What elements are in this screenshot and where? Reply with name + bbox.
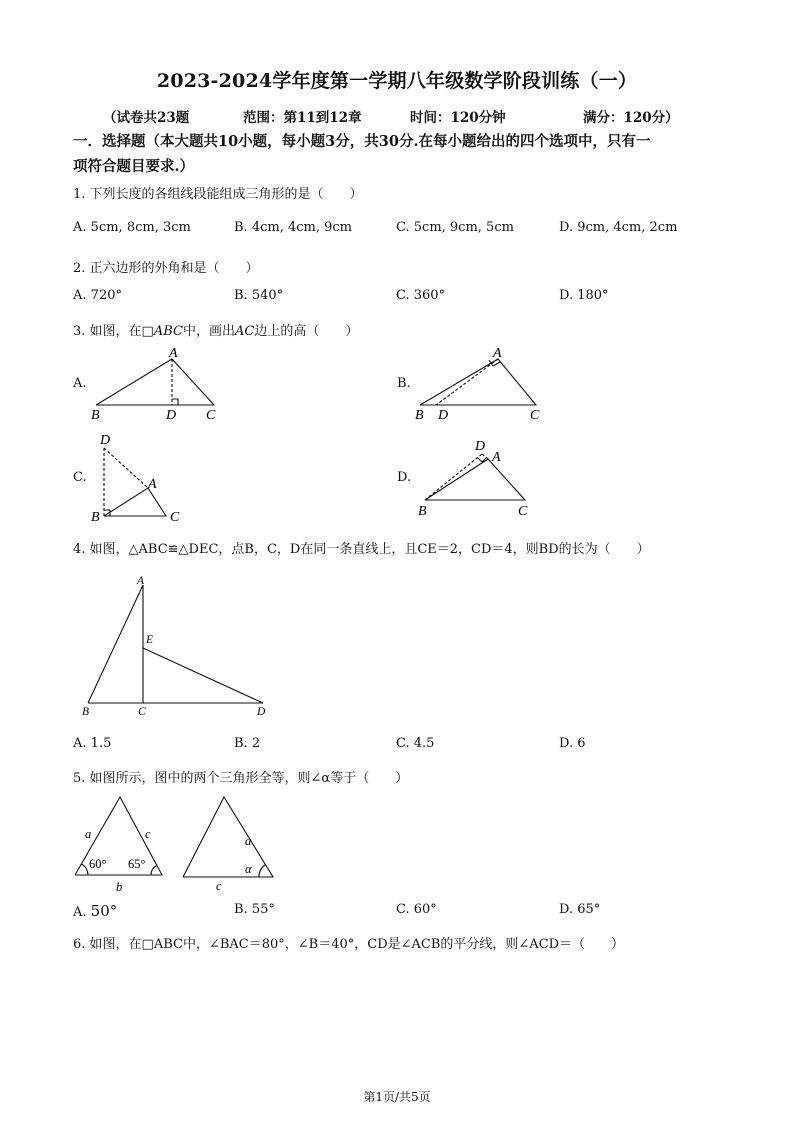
q3a-label-a: A [169, 346, 178, 361]
meta-count: （试卷共23题 [103, 110, 190, 126]
q4-option-a-letter: A. [73, 736, 87, 751]
q5-option-a-text: 50° [90, 902, 118, 920]
q3-option-a-letter: A. [73, 376, 87, 391]
q3b-label-b: B [415, 408, 424, 423]
q1-option-a-letter: A. [73, 220, 87, 235]
q2-option-b [234, 288, 283, 303]
q5-option-a [73, 902, 117, 920]
section-heading-line1: 一．选择题（本大题共10小题，每小题3分，共30分.在每小题给出的四个选项中，只有一 [73, 133, 651, 150]
q2-option-d-letter: D. [559, 288, 574, 303]
meta-time: 时间：120分钟 [410, 110, 506, 126]
q4-option-b [234, 736, 260, 751]
q5-option-c-text: 60° [413, 902, 437, 917]
q2-option-a-text: 720° [90, 288, 122, 303]
q3a-label-d: D [166, 408, 177, 423]
q5-label-a-left: a [85, 827, 92, 841]
q3-option-c-letter: C. [73, 470, 87, 485]
q3c-label-c: C [170, 510, 180, 525]
q3a-label-c: C [206, 408, 216, 423]
q5-label-c-right: c [216, 879, 222, 893]
q1-option-a-text: 5cm, 8cm, 3cm [90, 220, 191, 235]
q1-option-b [234, 220, 352, 235]
question-4-stem: 4. 如图，△ABC≌△DEC，点B，C，D在同一条直线上，且CE＝2，CD＝4，则BD的长为（ ） [73, 542, 650, 557]
q5-label-65: 65° [128, 857, 146, 871]
q5-figure [70, 792, 280, 896]
q3d-label-a: A [492, 450, 501, 465]
meta-range: 范围：第11到12章 [243, 110, 362, 126]
meta-score: 满分：120分） [583, 110, 679, 126]
q3-option-a-figure [88, 343, 228, 423]
q4-label-c: C [138, 706, 146, 718]
q5-label-60: 60° [89, 857, 107, 871]
q4-option-c [396, 736, 434, 751]
q5-option-d-letter: D. [559, 902, 574, 917]
q3-option-b-figure [412, 343, 552, 423]
q5-option-a-letter: A. [73, 905, 87, 920]
q2-option-b-text: 540° [251, 288, 284, 303]
q1-option-d-text: 9cm, 4cm, 2cm [577, 220, 678, 235]
q1-option-c [396, 220, 514, 235]
question-6-stem: 6. 如图，在□ABC中，∠BAC＝80°，∠B＝40°，CD是∠ACB的平分线，则∠ACD＝（ ） [73, 937, 625, 952]
q2-option-c-text: 360° [413, 288, 446, 303]
q5-label-b: b [116, 880, 123, 894]
page-footer: 第1页/共5页 [363, 1090, 431, 1104]
q3-stem-mid: 中，画出 [182, 324, 235, 339]
q2-option-a [73, 288, 122, 303]
q3-stem-ac: AC [235, 324, 255, 339]
q4-option-c-text: 4.5 [413, 736, 435, 751]
q1-option-a [73, 220, 191, 235]
q2-option-a-letter: A. [73, 288, 87, 303]
q2-option-c-letter: C. [396, 288, 410, 303]
q3-option-d-letter: D. [397, 470, 412, 485]
q4-option-d-text: 6 [577, 736, 586, 751]
q4-option-a-text: 1.5 [90, 736, 112, 751]
q3-option-b-letter: B. [397, 376, 411, 391]
q5-option-c [396, 902, 437, 917]
q5-option-b-text: 55° [251, 902, 275, 917]
q5-label-a-right: a [245, 834, 252, 848]
q3-stem-pre: 3. 如图，在 [73, 324, 142, 339]
question-1-stem: 1. 下列长度的各组线段能组成三角形的是（ ） [73, 187, 363, 202]
q3b-label-a: A [493, 346, 502, 361]
q3c-label-d: D [100, 433, 111, 448]
question-2-stem: 2. 正六边形的外角和是（ ） [73, 261, 259, 276]
q5-option-d [559, 902, 600, 917]
q3b-label-c: C [530, 408, 540, 423]
q4-option-b-letter: B. [234, 736, 248, 751]
q4-option-c-letter: C. [396, 736, 410, 751]
q3c-label-a: A [148, 477, 157, 492]
q5-option-c-letter: C. [396, 902, 410, 917]
q3d-label-c: C [518, 504, 528, 519]
q5-label-alpha: α [245, 862, 252, 876]
q4-option-d [559, 736, 586, 751]
q4-label-a: A [137, 575, 145, 587]
q4-label-b: B [82, 706, 90, 718]
q3-stem-box: □ [141, 324, 154, 339]
q3-stem-post: 边上的高（ ） [254, 324, 359, 339]
q1-option-d-letter: D. [559, 220, 574, 235]
q1-option-b-text: 4cm, 4cm, 9cm [251, 220, 352, 235]
section-heading-line2: 项符合题目要求.） [73, 158, 195, 175]
question-5-stem: 5. 如图所示，图中的两个三角形全等，则∠α等于（ ） [73, 771, 409, 786]
q1-option-d [559, 220, 677, 235]
q1-option-c-text: 5cm, 9cm, 5cm [413, 220, 514, 235]
q3a-label-b: B [91, 408, 100, 423]
q1-option-b-letter: B. [234, 220, 248, 235]
q5-label-c-left: c [145, 827, 151, 841]
question-3-stem [73, 320, 358, 339]
q3b-label-d: D [438, 408, 449, 423]
q3-option-d-figure [412, 434, 542, 520]
q4-label-d: D [257, 706, 266, 718]
q4-label-e: E [146, 634, 154, 646]
q2-option-d-text: 180° [577, 288, 609, 303]
q2-option-d [559, 288, 609, 303]
q1-option-c-letter: C. [396, 220, 410, 235]
q2-option-c [396, 288, 445, 303]
page-title: 2023-2024学年度第一学期八年级数学阶段训练（一） [156, 70, 638, 92]
q5-option-b [234, 902, 275, 917]
q4-option-d-letter: D. [559, 736, 574, 751]
q3d-label-d: D [475, 439, 486, 454]
q3c-label-b: B [91, 510, 100, 525]
q3-option-c-figure [88, 430, 198, 527]
q2-option-b-letter: B. [234, 288, 248, 303]
q4-option-a [73, 736, 111, 751]
q3d-label-b: B [418, 504, 427, 519]
q4-option-b-text: 2 [251, 736, 261, 751]
q4-figure [74, 570, 274, 720]
q5-option-d-text: 65° [577, 902, 601, 917]
q3-stem-abc: ABC [153, 324, 183, 339]
q5-option-b-letter: B. [234, 902, 248, 917]
